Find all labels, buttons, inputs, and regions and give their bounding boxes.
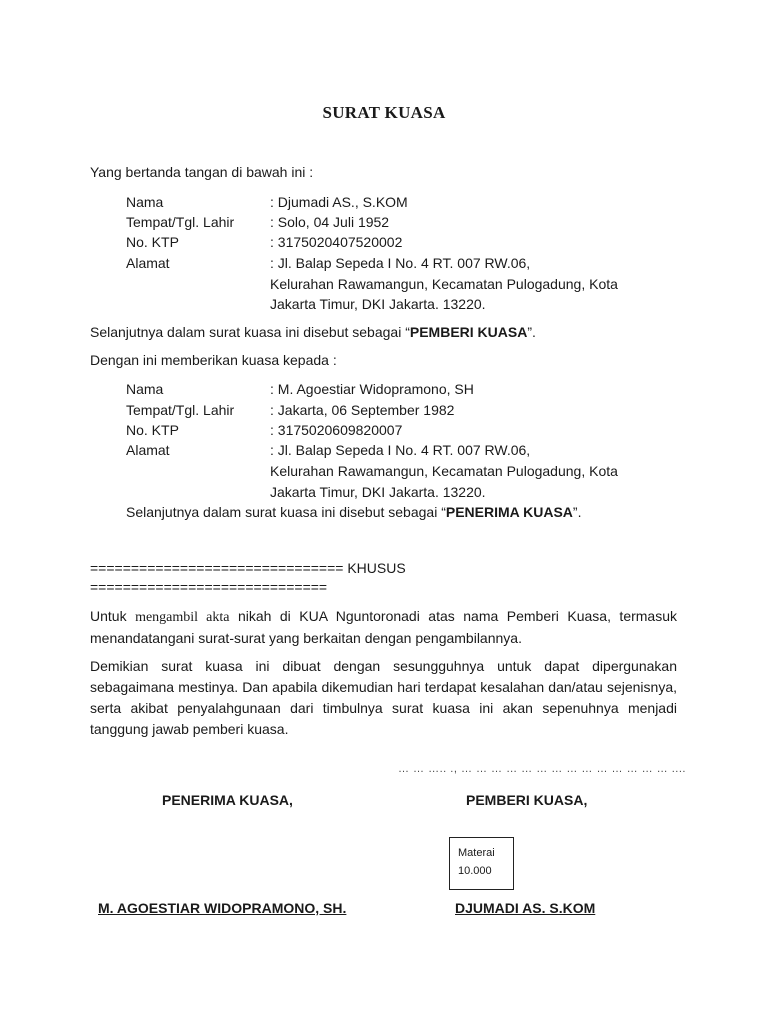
penerima-value-ktp: : 3175020609820007 — [270, 422, 403, 438]
sig-penerima-name: M. AGOESTIAR WIDOPRAMONO, SH. — [98, 900, 347, 916]
penerima-value-ttl: : Jakarta, 06 September 1982 — [270, 402, 455, 418]
pemberi-value-alamat-2: Kelurahan Rawamangun, Kecamatan Pulogadung, Kota — [270, 276, 618, 292]
place-date-dots: … … ….. ., … … … … … … … … … … … … … … .... — [398, 763, 686, 775]
pemberi-label-nama: Nama — [126, 194, 164, 210]
penerima-value-alamat-2: Kelurahan Rawamangun, Kecamatan Pulogadung, Kota — [270, 463, 618, 479]
sig-pemberi-name: DJUMADI AS. S.KOM — [455, 900, 596, 916]
purpose-paragraph — [90, 606, 677, 649]
sig-penerima-title: PENERIMA KUASA, — [162, 792, 293, 808]
closing-paragraph: Demikian surat kuasa ini dibuat dengan sesungguhnya untuk dapat dipergunakan sebagaimana mestinya. Dan apabila dikemudian hari terdapat kesalahan dan/atau sejenisnya, serta akibat penyalahgunaan dari timbulnya surat kuasa ini akan sepenuhnya menjadi tanggung jawab pemberi kuasa. — [90, 658, 677, 737]
pemberi-designation-prefix: Selanjutnya dalam surat kuasa ini disebut sebagai “ — [90, 324, 410, 340]
khusus-separator-2: ============================= — [90, 579, 328, 595]
penerima-label-ttl: Tempat/Tgl. Lahir — [126, 402, 235, 418]
penerima-designation-line — [126, 502, 581, 522]
kepada-text: Dengan ini memberikan kuasa kepada : — [90, 352, 337, 368]
pemberi-label-ktp: No. KTP — [126, 234, 179, 250]
penerima-value-alamat-1: : Jl. Balap Sepeda I No. 4 RT. 007 RW.06, — [270, 442, 531, 458]
purpose-serif: mengambil akta — [135, 610, 230, 625]
penerima-label-ktp: No. KTP — [126, 422, 179, 438]
pemberi-label-ttl: Tempat/Tgl. Lahir — [126, 214, 235, 230]
penerima-designation-prefix: Selanjutnya dalam surat kuasa ini disebut sebagai “ — [126, 504, 446, 520]
penerima-designation-suffix: ”. — [572, 504, 582, 520]
penerima-label-alamat: Alamat — [126, 442, 170, 458]
pemberi-designation-line — [90, 322, 536, 342]
materai-stamp-box — [449, 837, 514, 890]
purpose-rest: nikah di KUA Nguntoronadi atas nama Pemberi Kuasa, termasuk menandatangani surat-surat yang berkaitan dengan pengambilannya. — [90, 608, 678, 646]
intro-text: Yang bertanda tangan di bawah ini : — [90, 164, 314, 180]
penerima-value-alamat-3: Jakarta Timur, DKI Jakarta. 13220. — [270, 484, 486, 500]
pemberi-designation-suffix: ”. — [527, 324, 536, 340]
pemberi-value-alamat-3: Jakarta Timur, DKI Jakarta. 13220. — [270, 296, 486, 312]
pemberi-value-nama: : Djumadi AS., S.KOM — [270, 194, 408, 210]
pemberi-label-alamat: Alamat — [126, 255, 170, 271]
pemberi-value-ktp: : 3175020407520002 — [270, 234, 403, 250]
document-title: SURAT KUASA — [322, 103, 446, 122]
khusus-separator-1: =============================== KHUSUS — [90, 560, 406, 576]
penerima-value-nama: : M. Agoestiar Widopramono, SH — [270, 381, 474, 397]
pemberi-designation-bold: PEMBERI KUASA — [409, 324, 528, 340]
materai-value: 10.000 — [458, 865, 492, 877]
purpose-start: Untuk — [90, 608, 136, 624]
pemberi-value-ttl: : Solo, 04 Juli 1952 — [270, 214, 390, 230]
pemberi-value-alamat-1: : Jl. Balap Sepeda I No. 4 RT. 007 RW.06, — [270, 255, 531, 271]
materai-label: Materai — [458, 847, 495, 859]
sig-pemberi-title: PEMBERI KUASA, — [466, 792, 588, 808]
penerima-label-nama: Nama — [126, 381, 164, 397]
penerima-designation-bold: PENERIMA KUASA — [445, 504, 573, 520]
